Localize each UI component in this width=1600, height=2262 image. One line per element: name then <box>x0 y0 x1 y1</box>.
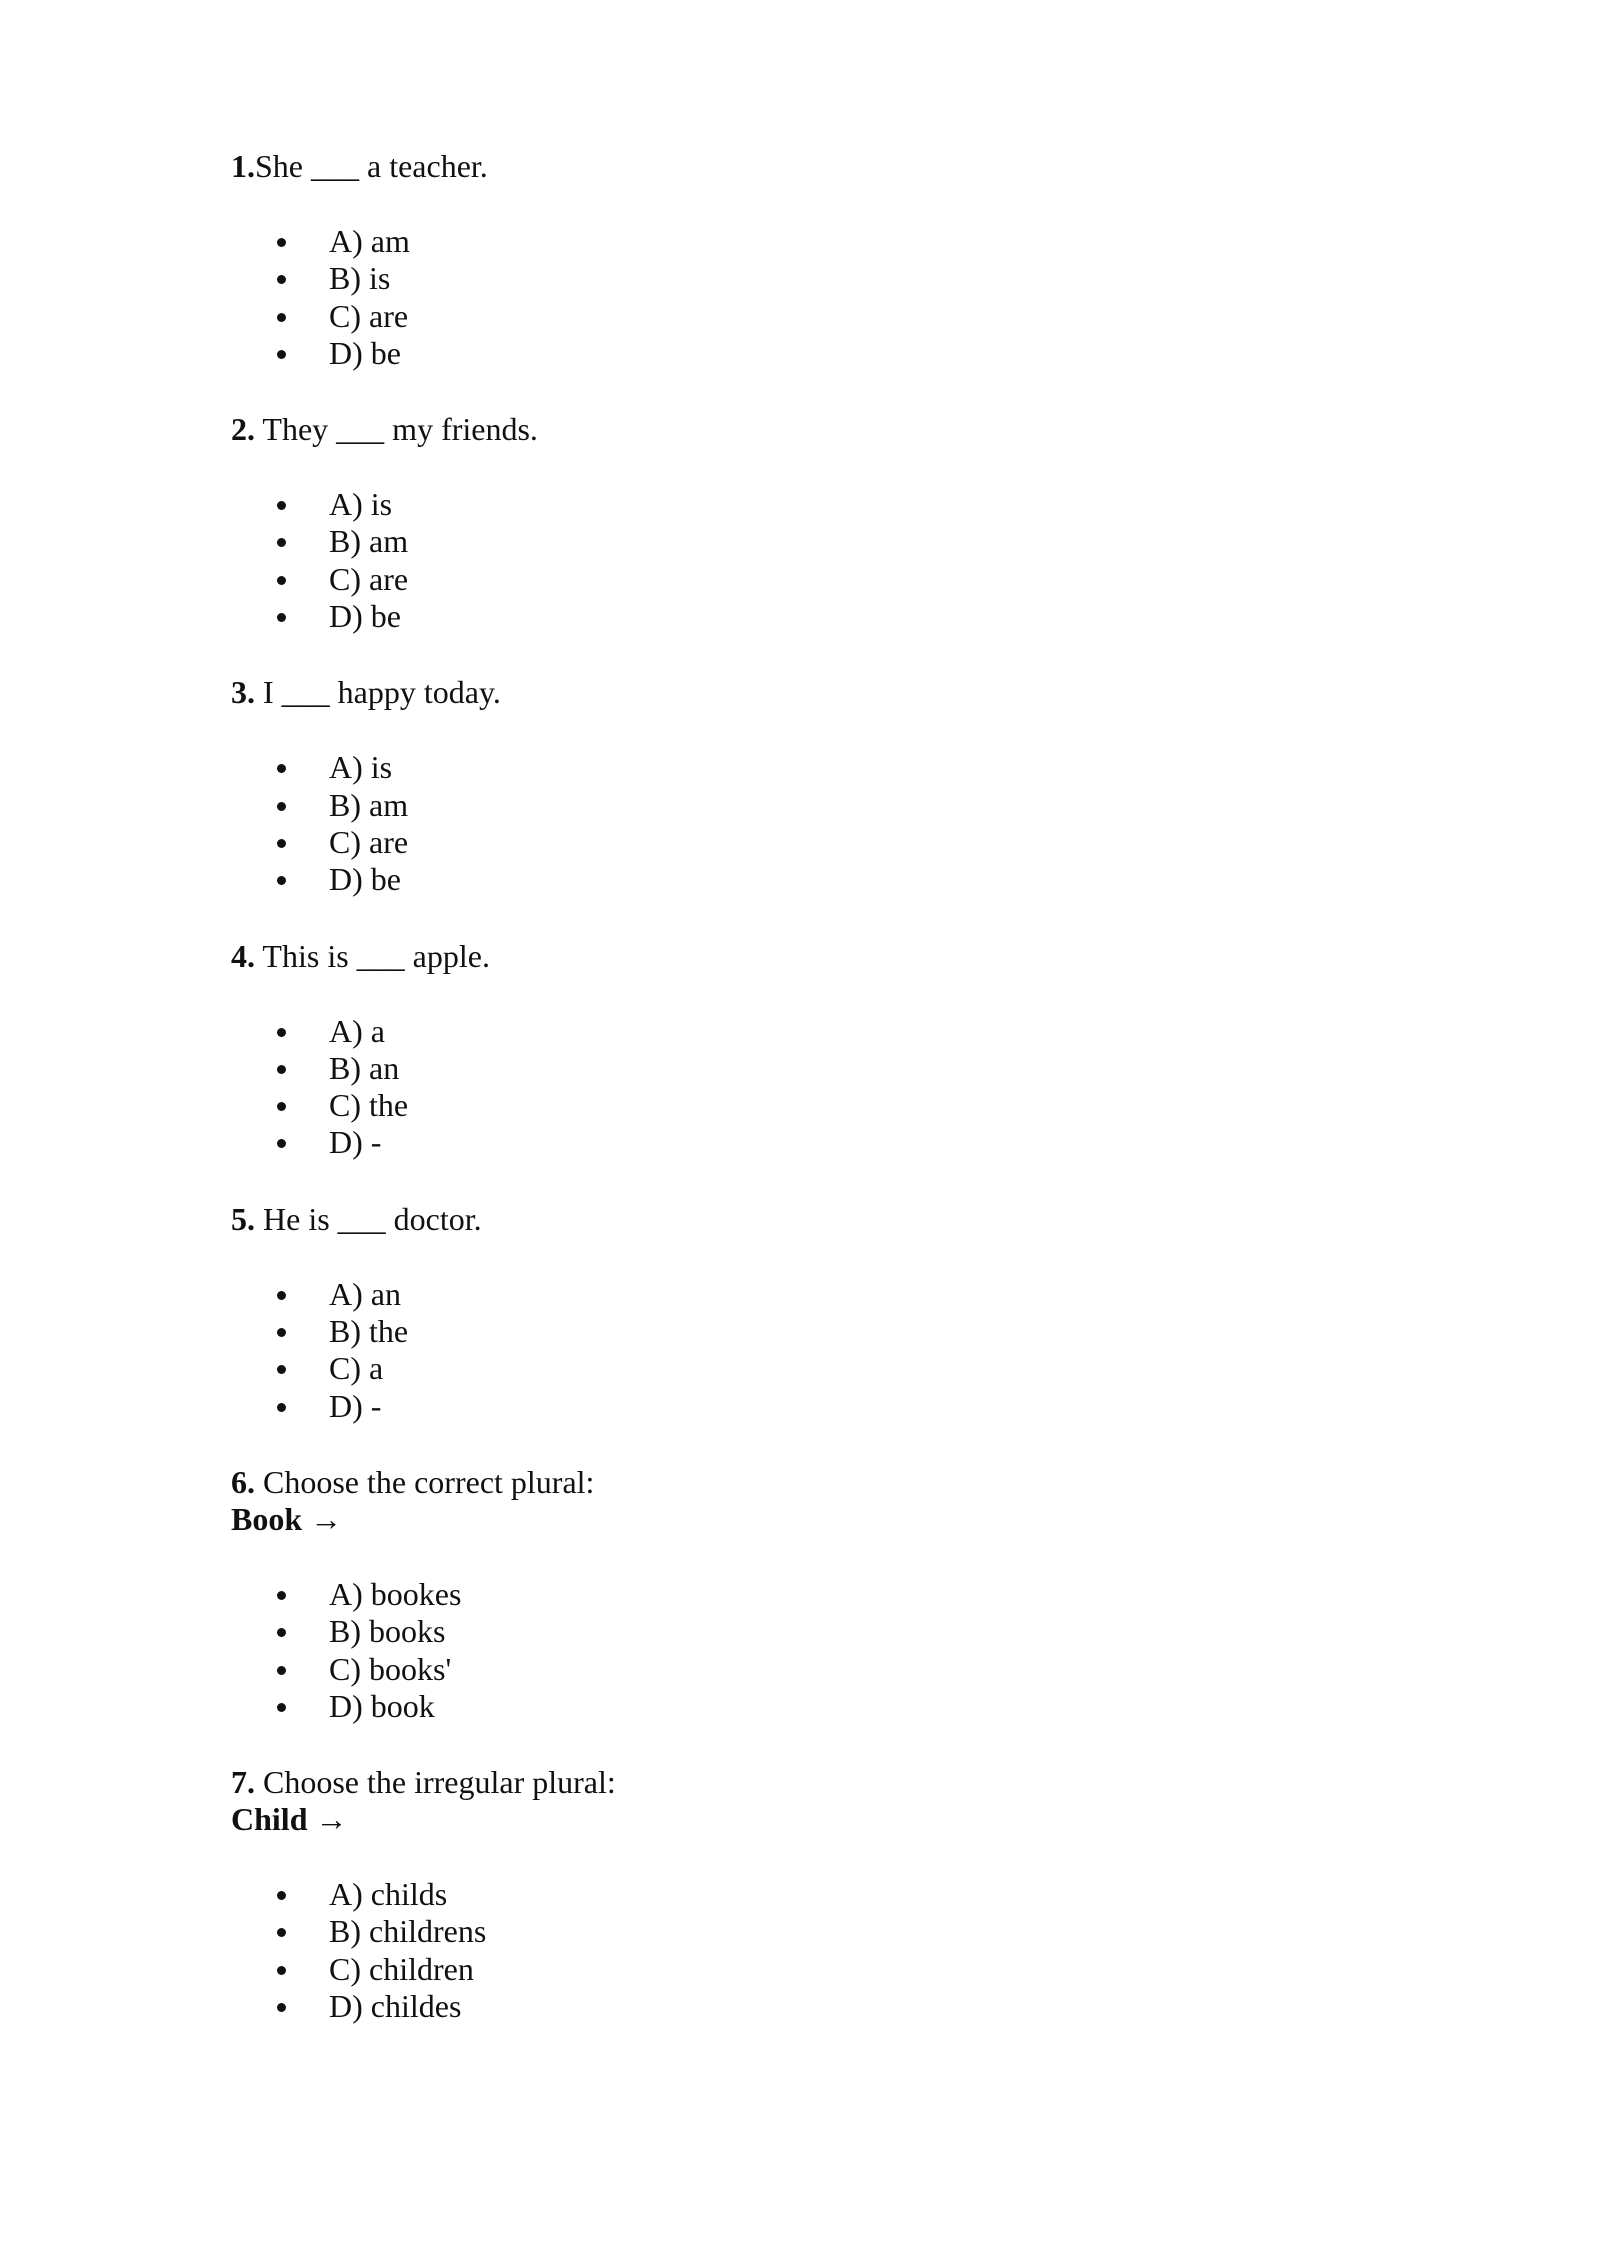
answer-option: D) be <box>231 335 1431 372</box>
answer-options <box>231 1013 1431 1162</box>
question-text <box>231 674 1431 711</box>
bullet-icon <box>277 1028 286 1037</box>
answer-option: C) are <box>231 561 1431 598</box>
bullet-icon <box>277 1291 286 1300</box>
answer-option: D) childes <box>231 1988 1431 2025</box>
answer-option: A) an <box>231 1276 1431 1313</box>
question-prompt: This is ___ apple. <box>255 937 490 974</box>
question-number: 4. <box>231 937 255 974</box>
target-word: Book → <box>231 1500 343 1537</box>
bullet-icon <box>277 764 286 773</box>
question-text <box>231 1764 1431 1838</box>
bullet-icon <box>277 1139 286 1148</box>
question-block <box>231 411 1431 635</box>
bullet-icon <box>277 576 286 585</box>
answer-option: D) be <box>231 598 1431 635</box>
question-prompt: They ___ my friends. <box>255 411 538 448</box>
quiz-content <box>231 148 1431 2064</box>
answer-options <box>231 1576 1431 1725</box>
question-number: 5. <box>231 1200 255 1237</box>
answer-options <box>231 1276 1431 1425</box>
question-number: 2. <box>231 411 255 448</box>
answer-option: B) books <box>231 1613 1431 1650</box>
answer-option: D) - <box>231 1388 1431 1425</box>
bullet-icon <box>277 350 286 359</box>
answer-option: A) is <box>231 486 1431 523</box>
bullet-icon <box>277 1065 286 1074</box>
bullet-icon <box>277 1966 286 1975</box>
answer-option: D) book <box>231 1688 1431 1725</box>
question-text <box>231 1201 1431 1238</box>
question-block <box>231 1464 1431 1725</box>
bullet-icon <box>277 876 286 885</box>
arrow-icon: → <box>307 1801 348 1838</box>
bullet-icon <box>277 613 286 622</box>
answer-option: B) the <box>231 1313 1431 1350</box>
bullet-icon <box>277 1928 286 1937</box>
arrow-icon: → <box>302 1500 343 1537</box>
bullet-icon <box>277 1666 286 1675</box>
answer-option: B) am <box>231 523 1431 560</box>
answer-option: B) childrens <box>231 1913 1431 1950</box>
bullet-icon <box>277 238 286 247</box>
question-number: 7. <box>231 1764 255 1801</box>
question-number: 1. <box>231 148 255 184</box>
question-prompt: He is ___ doctor. <box>255 1200 482 1237</box>
answer-option: A) a <box>231 1013 1431 1050</box>
bullet-icon <box>277 538 286 547</box>
question-block <box>231 148 1431 372</box>
bullet-icon <box>277 1403 286 1412</box>
bullet-icon <box>277 501 286 510</box>
answer-option: A) am <box>231 223 1431 260</box>
question-prompt: She ___ a teacher. <box>255 148 488 184</box>
question-text <box>231 938 1431 975</box>
bullet-icon <box>277 1628 286 1637</box>
answer-options <box>231 749 1431 898</box>
bullet-icon <box>277 802 286 811</box>
question-number: 3. <box>231 674 255 711</box>
bullet-icon <box>277 2003 286 2012</box>
answer-option: B) am <box>231 787 1431 824</box>
answer-option: A) childs <box>231 1876 1431 1913</box>
question-number: 6. <box>231 1463 255 1500</box>
bullet-icon <box>277 839 286 848</box>
answer-options <box>231 1876 1431 2025</box>
answer-option: C) children <box>231 1951 1431 1988</box>
question-prompt: Choose the irregular plural: <box>255 1764 616 1801</box>
answer-option: D) be <box>231 861 1431 898</box>
answer-option: C) books' <box>231 1651 1431 1688</box>
answer-option: C) the <box>231 1087 1431 1124</box>
answer-option: D) - <box>231 1124 1431 1161</box>
target-word: Child → <box>231 1801 348 1838</box>
question-text <box>231 148 1431 185</box>
bullet-icon <box>277 1891 286 1900</box>
bullet-icon <box>277 1591 286 1600</box>
question-block <box>231 938 1431 1162</box>
answer-option: C) a <box>231 1350 1431 1387</box>
answer-option: B) an <box>231 1050 1431 1087</box>
question-block <box>231 1201 1431 1425</box>
bullet-icon <box>277 1102 286 1111</box>
answer-option: C) are <box>231 298 1431 335</box>
bullet-icon <box>277 1365 286 1374</box>
answer-option: A) bookes <box>231 1576 1431 1613</box>
bullet-icon <box>277 313 286 322</box>
answer-option: A) is <box>231 749 1431 786</box>
question-text <box>231 411 1431 448</box>
answer-options <box>231 486 1431 635</box>
question-block <box>231 1764 1431 2025</box>
answer-option: C) are <box>231 824 1431 861</box>
question-prompt: Choose the correct plural: <box>255 1463 595 1500</box>
bullet-icon <box>277 1703 286 1712</box>
question-block <box>231 674 1431 898</box>
answer-option: B) is <box>231 260 1431 297</box>
bullet-icon <box>277 275 286 284</box>
question-text <box>231 1464 1431 1538</box>
answer-options <box>231 223 1431 372</box>
bullet-icon <box>277 1328 286 1337</box>
question-prompt: I ___ happy today. <box>255 674 501 711</box>
